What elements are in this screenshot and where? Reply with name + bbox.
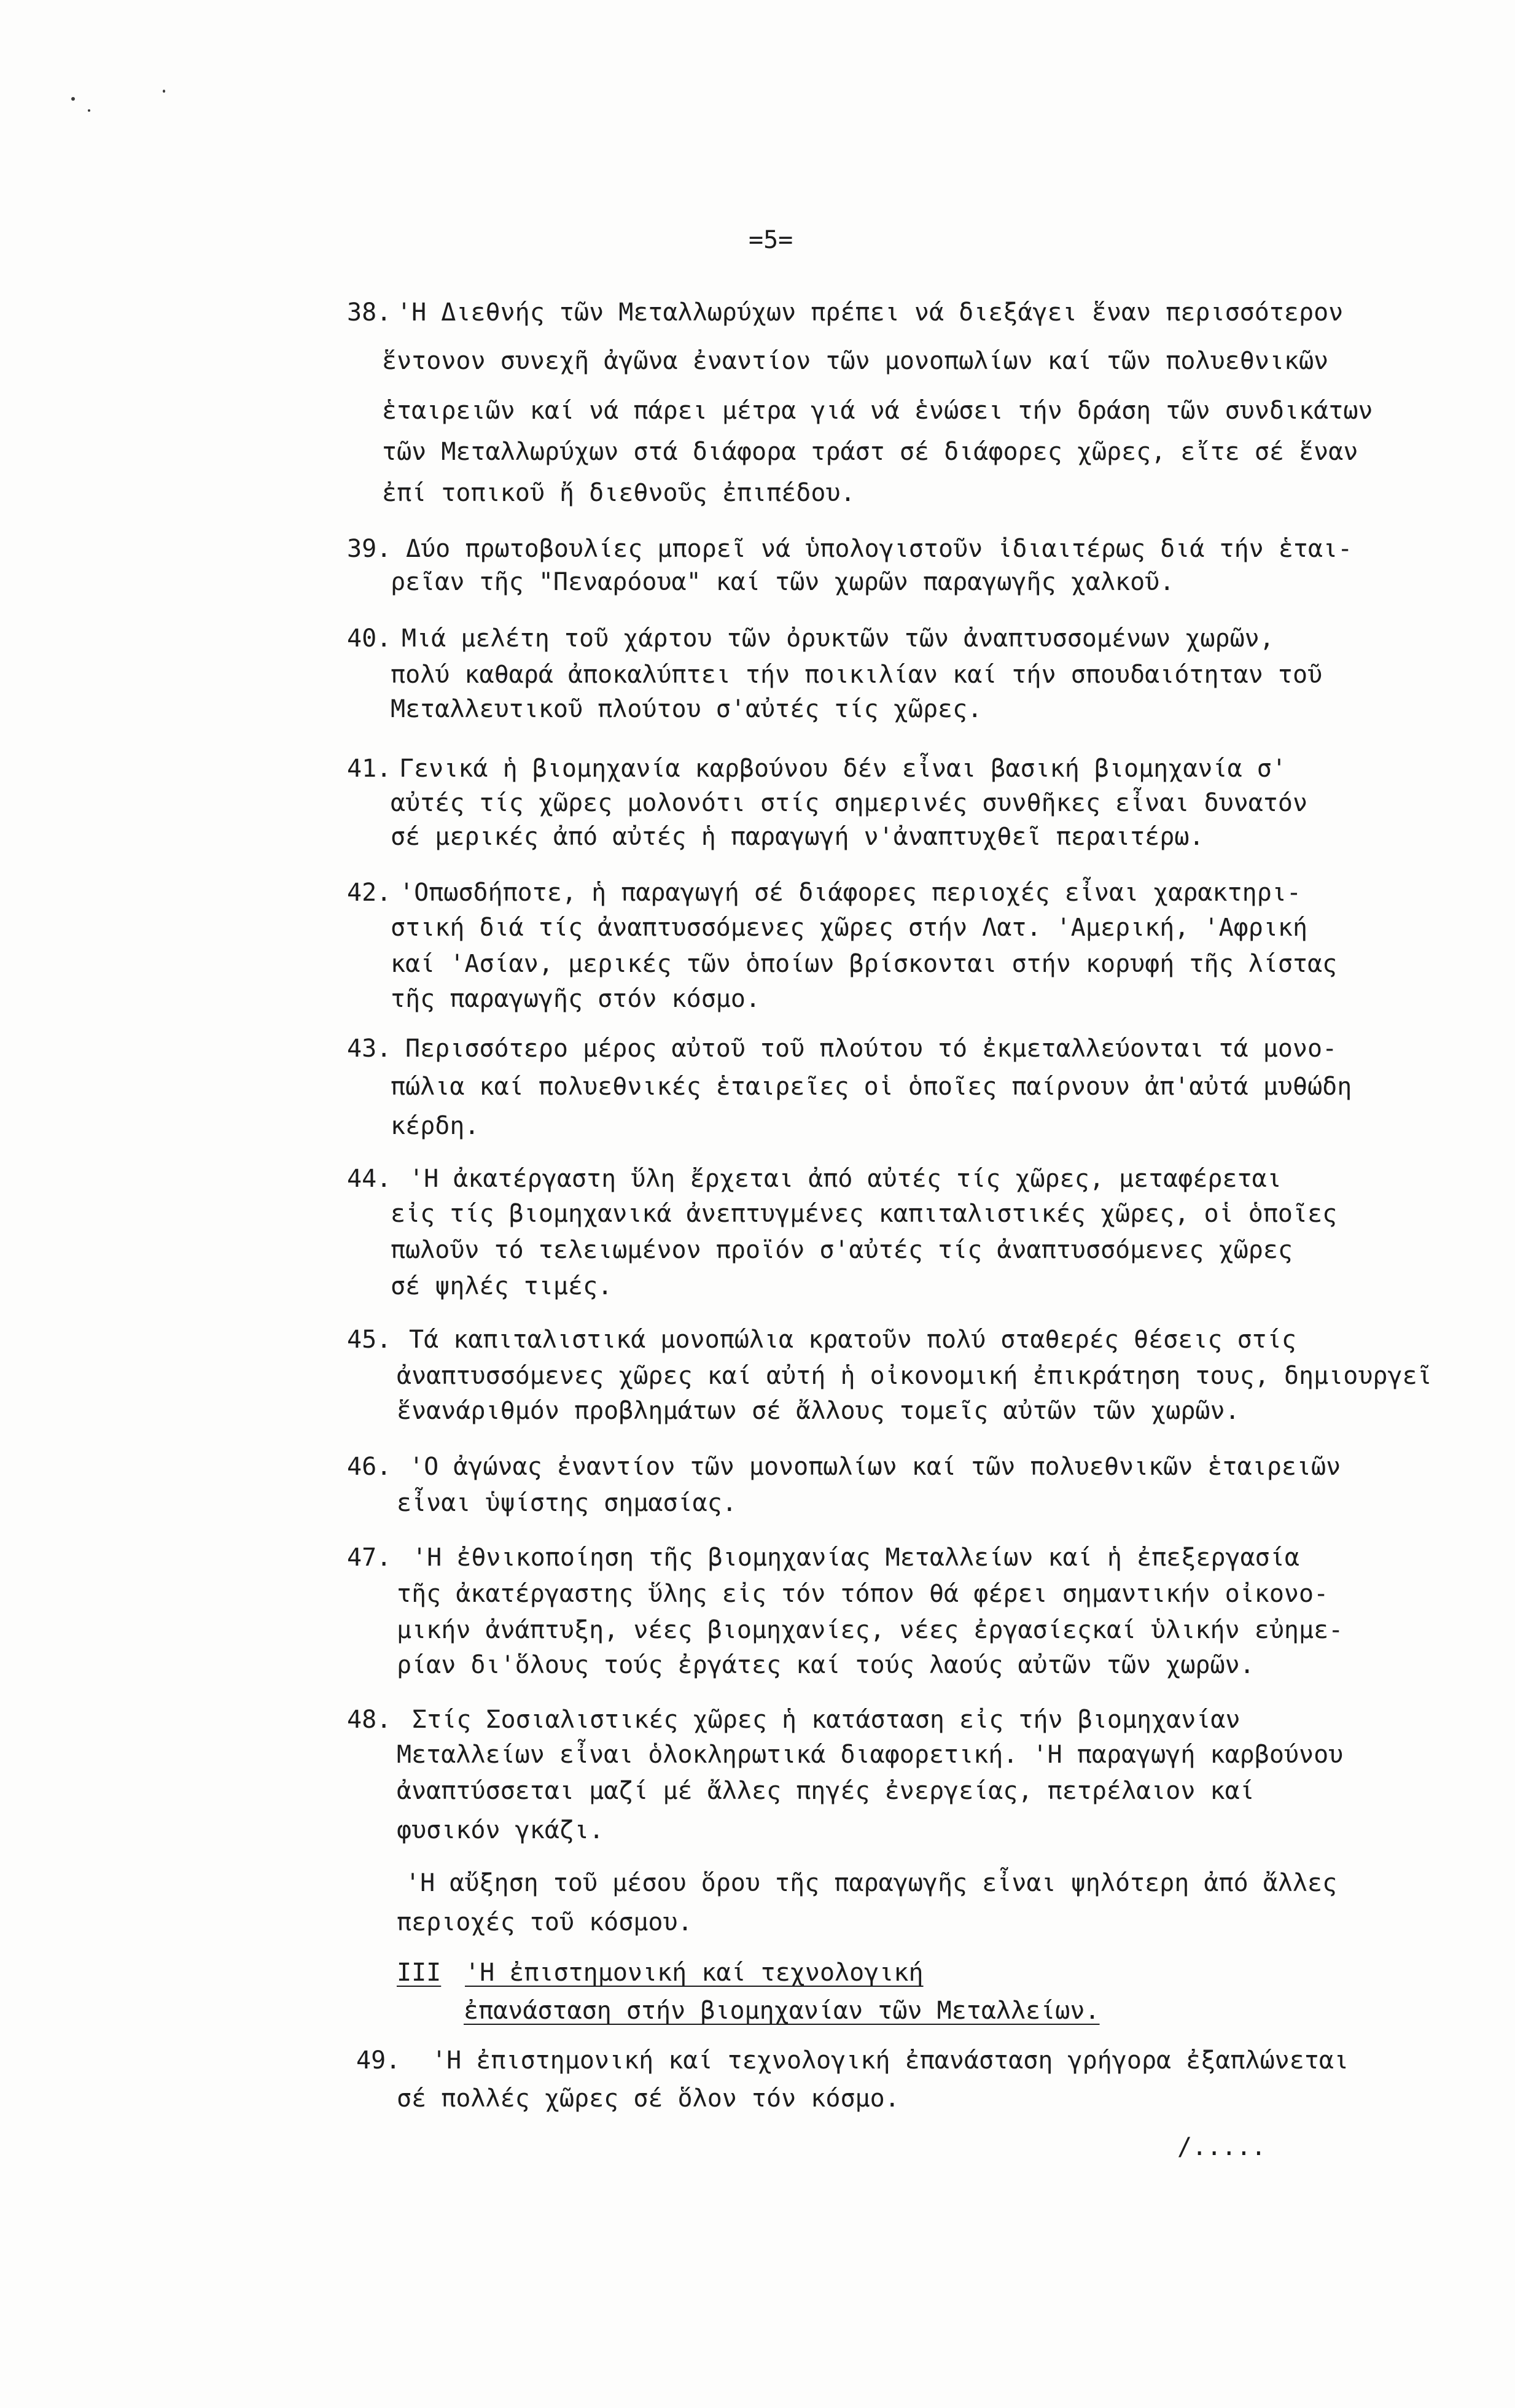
paragraph-39-line-1: Δύο πρωτοβουλίες μπορεῖ νά ὑπολογιστοῦν ἰδιαιτέρως διά τήν ἑται- [406,535,1353,563]
paragraph-40-line-3: Μεταλλευτικοῦ πλούτου σ'αὐτές τίς χῶρες. [391,695,983,723]
paragraph-44-line-2: εἰς τίς βιομηχανικά ἀνεπτυγμένες καπιταλιστικές χῶρες, οἱ ὁποῖες [391,1200,1338,1228]
paragraph-45-line-1: Τά καπιταλιστικά μονοπώλια κρατοῦν πολύ σταθερές θέσεις στίς [409,1326,1296,1354]
paragraph-48-line-1: Στίς Σοσιαλιστικές χῶρες ἡ κατάσταση εἰς τήν βιομηχανίαν [412,1706,1240,1734]
paragraph-42-line-4: τῆς παραγωγῆς στόν κόσμο. [391,985,761,1013]
scan-speck [71,97,75,101]
paragraph-number: 41. [347,755,392,783]
paragraph-44-line-1: 'Η ἀκατέργαστη ὕλη ἔρχεται ἀπό αὐτές τίς χῶρες, μεταφέρεται [409,1165,1282,1193]
paragraph-38-line-1: 'Η Διεθνής τῶν Μεταλλωρύχων πρέπει νά διεξάγει ἕναν περισσότερον [397,298,1344,327]
paragraph-41-line-1: Γενικά ἡ βιομηχανία καρβούνου δέν εἶναι βασική βιομηχανία σ' [399,755,1287,783]
paragraph-38-line-2: ἕντονον συνεχῆ ἀγῶνα ἐναντίον τῶν μονοπωλίων καί τῶν πολυεθνικῶν [382,347,1329,375]
paragraph-number: 38. [347,298,392,327]
paragraph-48-line-4: φυσικόν γκάζι. [397,1816,604,1844]
paragraph-43-line-3: κέρδη. [391,1112,480,1140]
paragraph-number: 49. [356,2046,401,2075]
paragraph-43-line-2: πώλια καί πολυεθνικές ἑταιρεῖες οἱ ὁποῖες παίρνουν ἀπ'αὐτά μυθώδη [391,1073,1352,1101]
paragraph-42-line-3: καί 'Ασίαν, μερικές τῶν ὁποίων βρίσκονται στήν κορυφή τῆς λίστας [391,950,1338,978]
scan-speck [88,109,90,112]
paragraph-43-line-1: Περισσότερο μέρος αὐτοῦ τοῦ πλούτου τό ἐκμεταλλεύονται τά μονο- [405,1035,1338,1063]
paragraph-41-line-2: αὐτές τίς χῶρες μολονότι στίς σημερινές συνθῆκες εἶναι δυνατόν [391,789,1308,817]
paragraph-48-line-3: ἀναπτύσσεται μαζί μέ ἄλλες πηγές ἐνεργείας, πετρέλαιον καί [397,1777,1255,1805]
page-number: =5= [749,226,793,254]
paragraph-number: 44. [347,1165,392,1193]
paragraph-44-line-4: σέ ψηλές τιμές. [391,1272,613,1300]
paragraph-number: 43. [347,1035,392,1063]
section-numeral: III [397,1959,442,1987]
paragraph-47-line-4: ρίαν δι'ὅλους τούς ἐργάτες καί τούς λαούς αὐτῶν τῶν χωρῶν. [397,1651,1255,1679]
paragraph-49-line-2: σέ πολλές χῶρες σέ ὅλον τόν κόσμο. [397,2084,900,2113]
paragraph-47-line-1: 'Η ἐθνικοποίηση τῆς βιομηχανίας Μεταλλείων καί ἡ ἐπεξεργασία [412,1544,1299,1572]
paragraph-38-line-5: ἐπί τοπικοῦ ἤ διεθνοῦς ἐπιπέδου. [382,479,855,507]
unnumbered-paragraph-line-1: 'Η αὔξηση τοῦ μέσου ὅρου τῆς παραγωγῆς εἶναι ψηλότερη ἀπό ἄλλες [405,1869,1338,1897]
paragraph-41-line-3: σέ μερικές ἀπό αὐτές ἡ παραγωγή ν'ἀναπτυχθεῖ περαιτέρω. [391,823,1204,851]
paragraph-40-line-2: πολύ καθαρά ἀποκαλύπτει τήν ποικιλίαν καί τήν σπουδαιότηταν τοῦ [391,661,1323,689]
paragraph-number: 47. [347,1544,392,1572]
paragraph-47-line-2: τῆς ἀκατέργαστης ὕλης εἰς τόν τόπον θά φέρει σημαντικήν οἰκονο- [397,1580,1329,1608]
scan-speck [163,90,165,93]
paragraph-46-line-2: εἶναι ὑψίστης σημασίας. [397,1489,737,1517]
paragraph-number: 42. [347,879,392,907]
paragraph-49-line-1: 'Η ἐπιστημονική καί τεχνολογική ἐπανάσταση γρήγορα ἐξαπλώνεται [432,2046,1349,2075]
section-title-line-2: ἐπανάσταση στήν βιομηχανίαν τῶν Μεταλλείων. [464,1997,1100,2025]
section-title-line-1: 'Η ἐπιστημονική καί τεχνολογική [465,1959,924,1987]
paragraph-40-line-1: Μιά μελέτη τοῦ χάρτου τῶν ὀρυκτῶν τῶν ἀναπτυσσομένων χωρῶν, [402,624,1274,653]
paragraph-47-line-3: μικήν ἀνάπτυξη, νέες βιομηχανίες, νέες ἐργασίεςκαί ὑλικήν εὐημε- [397,1616,1344,1644]
paragraph-42-line-1: 'Οπωσδήποτε, ἡ παραγωγή σέ διάφορες περιοχές εἶναι χαρακτηρι- [399,879,1302,907]
continuation-mark: /..... [1177,2133,1266,2161]
paragraph-39-line-2: ρεῖαν τῆς "Πεναρόουα" καί τῶν χωρῶν παραγωγῆς χαλκοῦ. [391,568,1175,596]
paragraph-38-line-3: ἑταιρειῶν καί νά πάρει μέτρα γιά νά ἑνώσει τήν δράση τῶν συνδικάτων [382,397,1373,425]
paragraph-number: 48. [347,1706,392,1734]
paragraph-number: 40. [347,624,392,653]
paragraph-number: 46. [347,1453,392,1481]
paragraph-44-line-3: πωλοῦν τό τελειωμένον προϊόν σ'αὐτές τίς ἀναπτυσσόμενες χῶρες [391,1236,1293,1264]
paragraph-45-line-3: ἕνανάριθμόν προβλημάτων σέ ἄλλους τομεῖς αὐτῶν τῶν χωρῶν. [397,1397,1240,1425]
unnumbered-paragraph-line-2: περιοχές τοῦ κόσμου. [397,1908,693,1936]
paragraph-number: 45. [347,1326,392,1354]
paragraph-42-line-2: στική διά τίς ἀναπτυσσόμενες χῶρες στήν Λατ. 'Αμερική, 'Αφρική [391,914,1308,942]
paragraph-number: 39. [347,535,392,563]
paragraph-46-line-1: 'Ο ἀγώνας ἐναντίον τῶν μονοπωλίων καί τῶν πολυεθνικῶν ἑταιρειῶν [409,1453,1341,1481]
paragraph-38-line-4: τῶν Μεταλλωρύχων στά διάφορα τράστ σέ διάφορες χῶρες, εἴτε σέ ἕναν [382,438,1358,466]
paragraph-48-line-2: Μεταλλείων εἶναι ὁλοκληρωτικά διαφορετική. 'Η παραγωγή καρβούνου [397,1741,1344,1769]
paragraph-45-line-2: ἀναπτυσσόμενες χῶρες καί αὐτή ἡ οἰκονομική ἐπικράτηση τους, δημιουργεῖ [397,1362,1432,1390]
